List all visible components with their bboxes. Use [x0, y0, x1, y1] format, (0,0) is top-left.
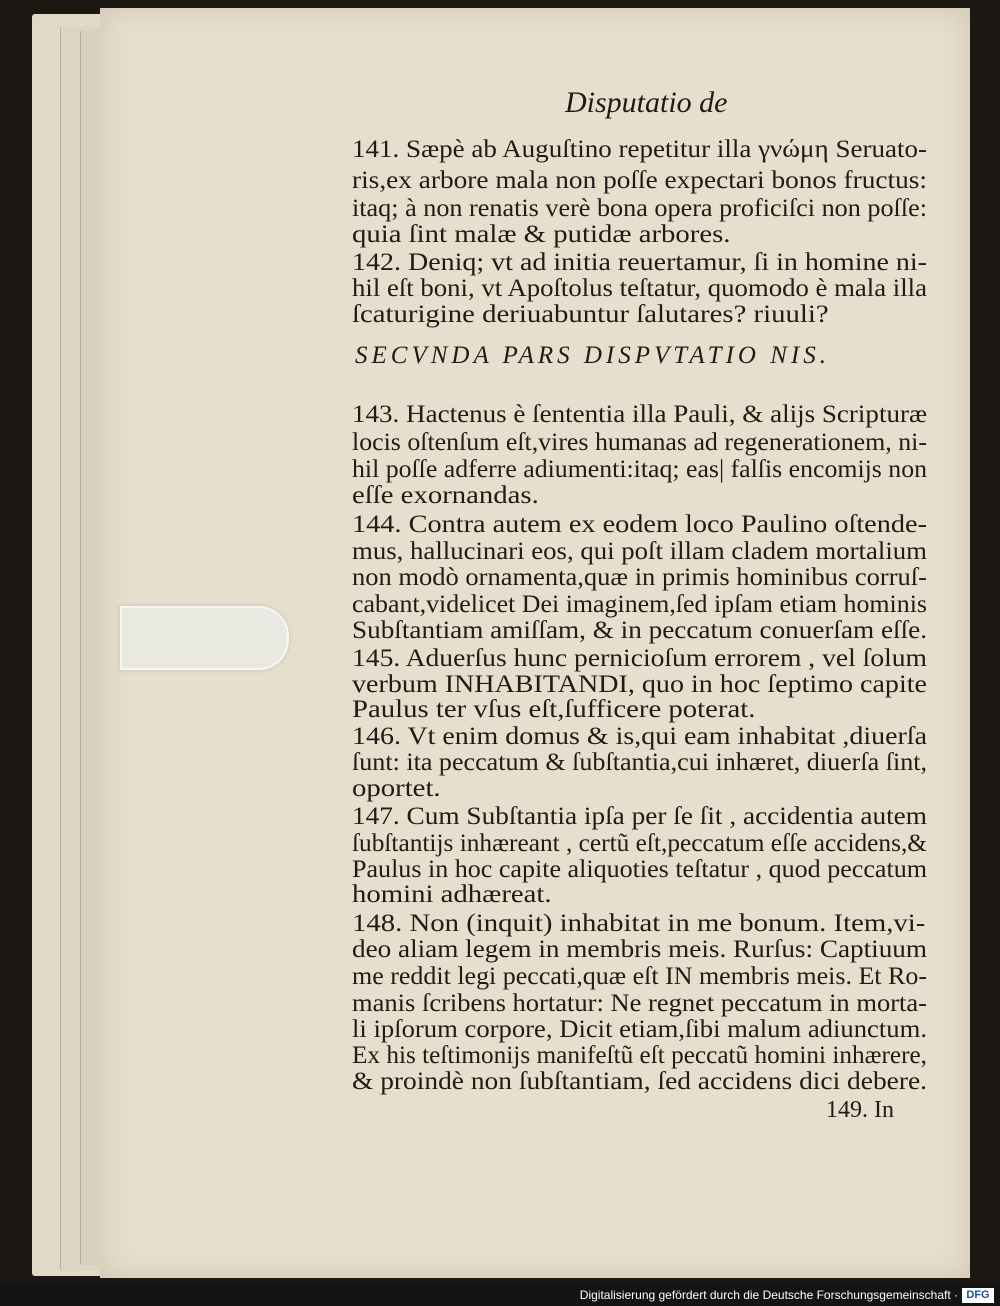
text-line: & proindè non ſubſtantiam, ſed accidens dici debere. — [352, 1068, 927, 1095]
text-line: eſſe exornandas. — [352, 482, 539, 509]
text-line: 141. Sæpè ab Auguſtino repetitur illa γνώμη Seruato- — [352, 136, 927, 163]
text-line: ſunt: ita peccatum & ſubſtantia,cui inhæret, diuerſa ſint, — [352, 749, 927, 776]
text-line: hil eſt boni, vt Apoſtolus teſtatur, quomodo è mala illa — [352, 275, 927, 302]
text-line: cabant,videlicet Dei imaginem,ſed ipſam etiam hominis — [352, 591, 928, 618]
text-line: 145. Aduerſus hunc pernicioſum errorem , vel ſolum — [352, 645, 927, 672]
text-line: 146. Vt enim domus & is,qui eam inhabitat ,diuerſa — [352, 723, 927, 750]
page-clip — [120, 606, 289, 670]
text-line: Paulus in hoc capite aliquoties teſtatur , quod peccatum — [352, 856, 927, 883]
text-line: 147. Cum Subſtantia ipſa per ſe ſit , accidentia autem — [352, 803, 927, 830]
text-line: 143. Hactenus è ſententia illa Pauli, & alijs Scripturæ — [352, 401, 927, 428]
text-line: verbum INHABITANDI, quo in hoc ſeptimo capite — [352, 671, 927, 698]
catchword: 149. In — [826, 1097, 894, 1123]
footer-bar — [0, 1285, 1000, 1306]
text-line: homini adhæreat. — [352, 881, 552, 908]
text-line: manis ſcribens hortatur: Ne regnet peccatum in morta- — [352, 990, 927, 1017]
dfg-logo: DFG — [962, 1288, 994, 1303]
text-line: locis oſtenſum eſt,vires humanas ad regenerationem, ni- — [352, 429, 927, 456]
text-line: quia ſint malæ & putidæ arbores. — [352, 221, 731, 248]
text-line: mus, hallucinari eos, qui poſt illam cladem mortalium — [352, 538, 927, 565]
text-line: Paulus ter vſus eſt,ſufficere poterat. — [352, 696, 756, 723]
text-line: oportet. — [352, 775, 441, 802]
text-line: ſubſtantijs inhæreant , certũ eſt,peccatum eſſe accidens,& — [352, 830, 927, 857]
text-line: Subſtantiam amiſſam, & in peccatum conuerſam eſſe. — [352, 617, 927, 644]
text-line: 142. Deniq; vt ad initia reuertamur, ſi in homine ni- — [352, 249, 927, 276]
text-line: me reddit legi peccati,quæ eſt IN membris meis. Et Ro- — [352, 963, 927, 990]
text-line: 144. Contra autem ex eodem loco Paulino oſtende- — [352, 511, 927, 538]
text-line: non modò ornamenta,quæ in primis hominibus corruſ- — [352, 564, 927, 591]
text-line: deo aliam legem in membris meis. Rurſus: Captiuum — [352, 936, 927, 963]
text-line: hil poſſe adferre adiumenti:itaq; eas| falſis encomijs non — [352, 456, 927, 483]
running-head: Disputatio de — [565, 86, 728, 119]
text-line: itaq; à non renatis verè bona opera proficiſci non poſſe: — [352, 195, 927, 222]
funding-credit: Digitalisierung gefördert durch die Deutsche Forschungsgemeinschaft · — [579, 1288, 958, 1302]
text-line: li ipſorum corpore, Dicit etiam,ſibi malum adiunctum. — [352, 1016, 927, 1043]
text-line: Ex his teſtimonijs manifeſtũ eſt peccatũ homini inhærere, — [352, 1042, 927, 1069]
text-line: 148. Non (inquit) inhabitat in me bonum. Item,vi- — [352, 910, 926, 937]
section-title: SECVNDA PARS DISPVTATIO NIS. — [355, 342, 830, 369]
text-line: ſcaturigine deriuabuntur ſalutares? riuuli? — [352, 301, 829, 328]
text-line: ris,ex arbore mala non poſſe expectari bonos fructus: — [352, 167, 927, 194]
